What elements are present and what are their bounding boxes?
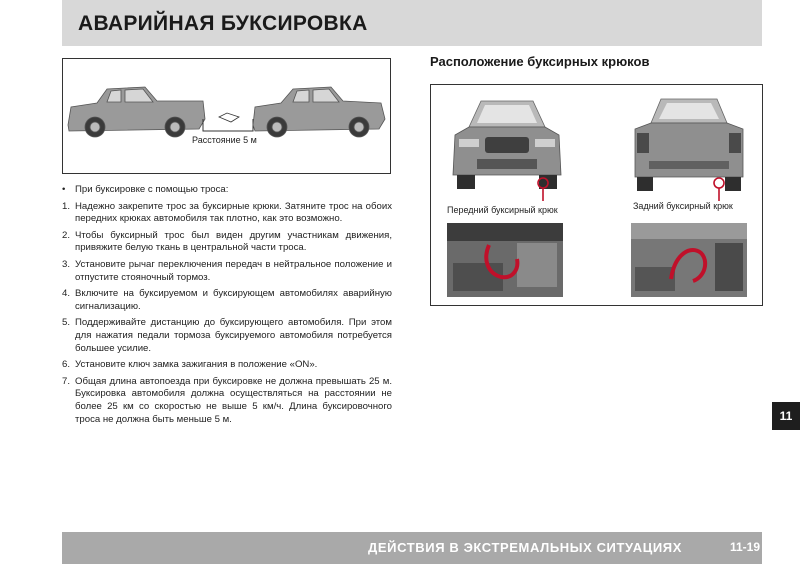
hooks-figure (430, 84, 763, 306)
rear-car-photo (631, 93, 747, 205)
footer-section-title: ДЕЙСТВИЯ В ЭКСТРЕМАЛЬНЫХ СИТУАЦИЯХ (368, 540, 682, 555)
chapter-tab: 11 (772, 402, 800, 430)
rear-hook-closeup-photo (631, 223, 747, 297)
towing-illustration (62, 58, 391, 174)
towed-car (68, 87, 205, 137)
towing-car (253, 87, 385, 137)
towing-cars-drawing (63, 59, 390, 173)
towing-steps-list (62, 184, 392, 430)
front-hook-caption: Передний буксирный крюк (447, 205, 558, 215)
list-item: 7. Общая длина автопоезда при буксировке не должна превышать 25 м. Буксировка автомобиля должна осуществляться на расстоянии не более 25 км со скоростью не выше 5 км/ч. Длина буксировочного троса не должна быть меньше 5 м. (62, 375, 392, 425)
list-item: 5. Поддерживайте дистанцию до буксирующего автомобиля. При этом для нажатия педали тормоза буксируемого автомобиля потребуется большее усилие. (62, 317, 392, 354)
hooks-section-heading: Расположение буксирных крюков (430, 54, 650, 69)
list-item: • При буксировке с помощью троса: (62, 184, 229, 195)
list-item: 2. Чтобы буксирный трос был виден другим участникам движения, привяжите белую ткань в центральной части троса. (62, 229, 392, 254)
list-item: 6. Установите ключ замка зажигания в положение «ON». (62, 359, 318, 371)
distance-label: Расстояние 5 м (192, 135, 257, 145)
rear-hook-caption: Задний буксирный крюк (633, 201, 733, 211)
list-item: 4. Включите на буксируемом и буксирующем автомобилях аварийную сигнализацию. (62, 288, 392, 312)
page-title: АВАРИЙНАЯ БУКСИРОВКА (78, 12, 368, 35)
page-number: 11-19 (730, 540, 761, 554)
front-car-photo (447, 93, 567, 205)
white-cloth-marker (219, 113, 239, 122)
list-item: 1. Надежно закрепите трос за буксирные крюки. Затяните трос на обоих передних крюках автомобиля так плотно, как это возможно. (62, 200, 392, 225)
front-hook-closeup-photo (447, 223, 563, 297)
list-item: 3. Установите рычаг переключения передач в нейтральное положение и отпустите стояночный тормоз. (62, 258, 392, 283)
